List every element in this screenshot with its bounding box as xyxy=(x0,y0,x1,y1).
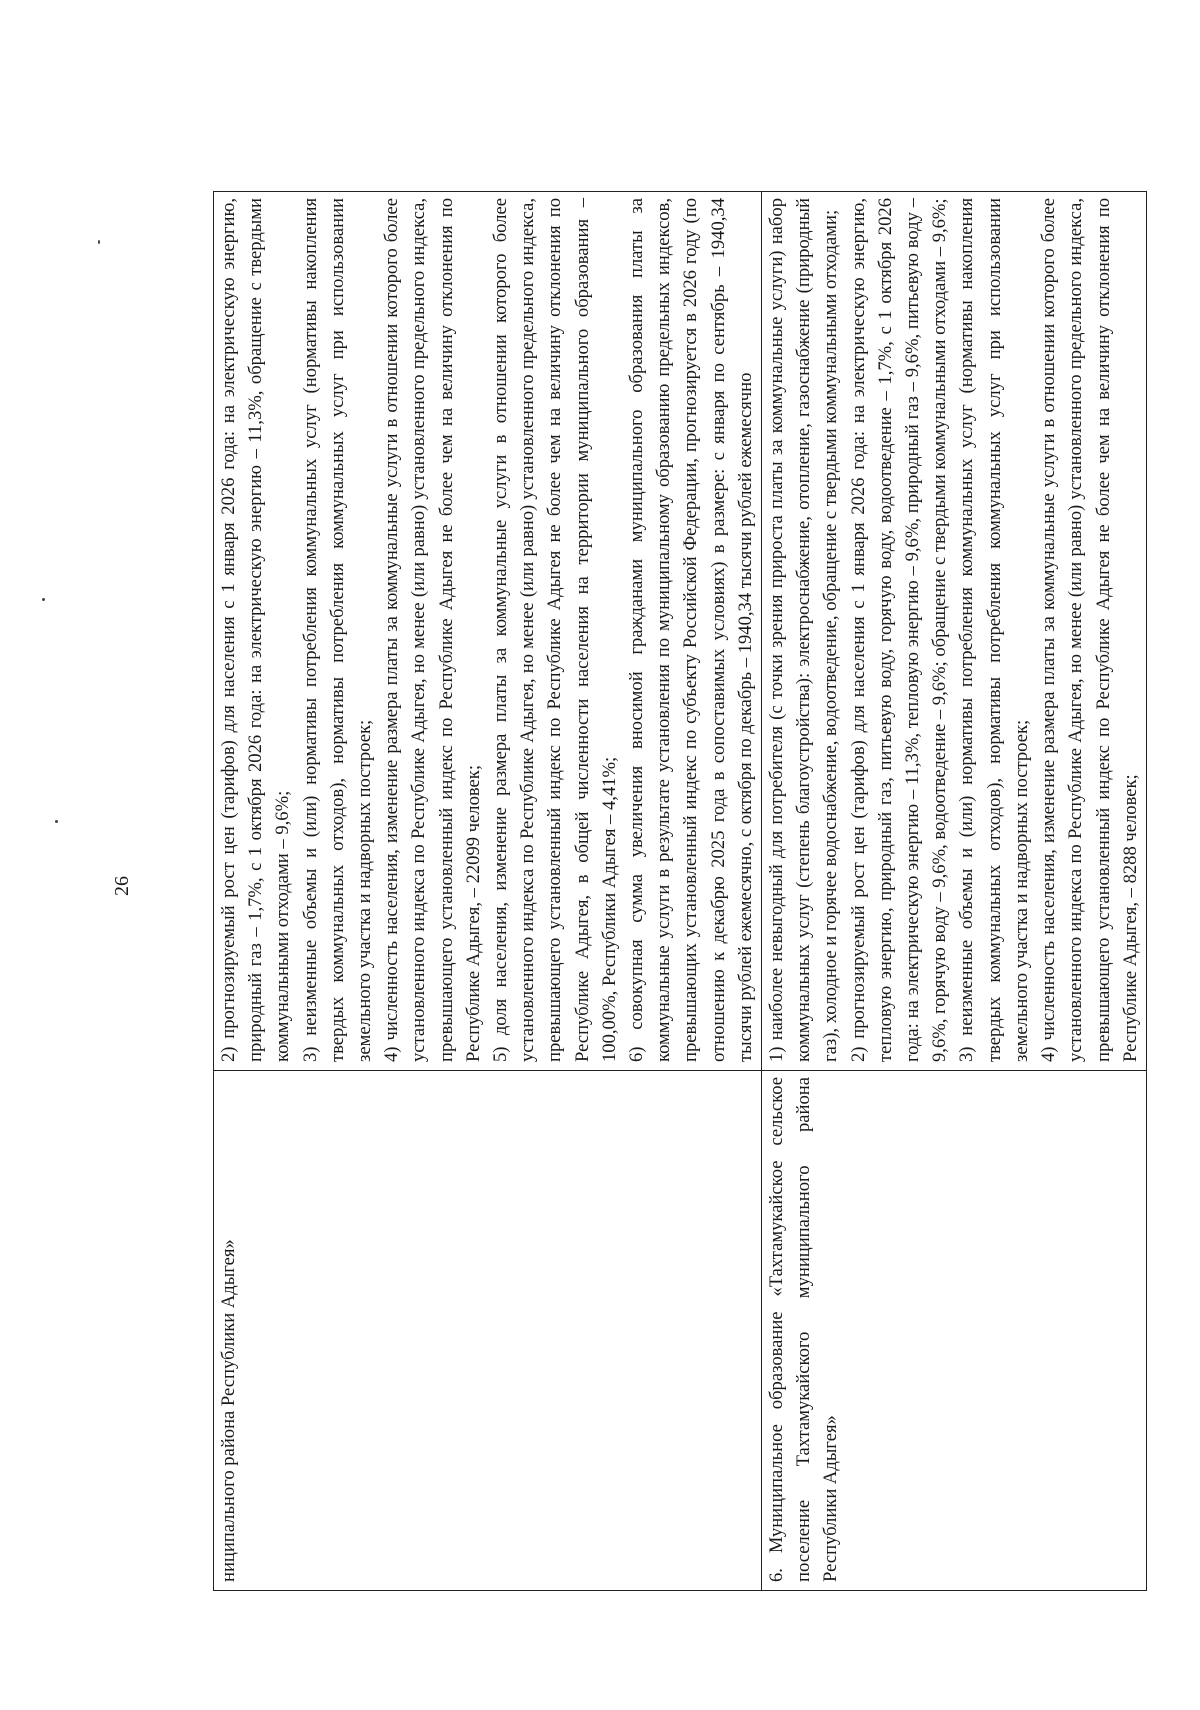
document-table xyxy=(213,191,1147,1591)
scan-speck xyxy=(55,820,58,823)
list-item: 4) численность населения, изменение размера платы за коммунальные услуги в отношении которого более установленного индекса по Республике Адыгея, но менее (или равно) установленного предельного индекса, превышающего установленный индекс по Республике Адыгея не более чем на величину отклонения по Республике Адыгея, – 8288 человек; xyxy=(1038,198,1141,1062)
details-cell xyxy=(762,192,1147,1071)
rotated-page xyxy=(95,151,1141,1621)
list-item: 2) прогнозируемый рост цен (тарифов) для населения с 1 января 2026 года: на электрическую энергию, тепловую энергию, природный газ, питьевую воду, горячую воду, водоотведение – 1,7%, с 1 октября 2026 года: на электрическую энергию – 11,3%, тепловую энергию – 9,6%, природный газ – 9,6%, питьевую воду – 9,6%, горячую воду – 9,6%, водоотведение – 9,6%; обращение с твердыми коммунальными отходами – 9,6%; xyxy=(847,198,951,1062)
table-row xyxy=(214,192,762,1591)
list-item: 6) совокупная сумма увеличения вносимой гражданами муниципального образования платы за коммунальные услуги в результате установления по муниципальному образованию предельных индексов, превышающих установленный индекс по субъекту Российской Федерации, прогнозируется в 2026 году (по отношению к декабрю 2025 года в сопоставимых условиях) в размере: с января по сентябрь – 1940,34 тысячи рублей ежемесячно, с октября по декабрь – 1940,34 тысячи рублей ежемесячно xyxy=(626,198,756,1062)
list-item: 4) численность населения, изменение размера платы за коммунальные услуги в отношении которого более установленного индекса по Республике Адыгея, но менее (или равно) установленного предельного индекса, превышающего установленный индекс по Республике Адыгея не более чем на величину отклонения по Республике Адыгея, – 22099 человек; xyxy=(381,198,484,1062)
list-item: 1) наиболее невыгодный для потребителя (с точки зрения прироста платы за коммунальные услуги) набор коммунальных услуг (степень благоустройства): электроснабжение, отопление, газоснабжение (природный газ), холодное и горячее водоснабжение, водоотведение, обращение с твердыми коммунальными отходами; xyxy=(766,198,842,1062)
list-item: 3) неизменные объемы и (или) нормативы потребления коммунальных услуг (нормативы накопления твердых коммунальных отходов), нормативы потребления коммунальных услуг при использовании земельного участка и надворных построек; xyxy=(956,198,1032,1062)
details-cell xyxy=(214,192,762,1071)
table-row xyxy=(762,192,1147,1591)
list-item: 5) доля населения, изменение размера платы за коммунальные услуги в отношении которого более установленного индекса по Республике Адыгея, но менее (или равно) установленного предельного индекса, превышающего установленный индекс по Республике Адыгея не более чем на величину отклонения по Республике Адыгея, в общей численности населения на территории муниципального образования – 100,00%, Республики Адыгея – 4,41%; xyxy=(490,198,620,1062)
list-item: 2) прогнозируемый рост цен (тарифов) для населения с 1 января 2026 года: на электрическую энергию, природный газ – 1,7%, с 1 октября 2026 года: на электрическую энергию – 11,3%, обращение с твердыми коммунальными отходами – 9,6%; xyxy=(218,198,294,1062)
scan-speck xyxy=(42,598,45,601)
page-number: 26 xyxy=(111,876,133,896)
municipality-cell: ниципального района Республики Адыгея» xyxy=(214,1071,762,1591)
list-item: 3) неизменные объемы и (или) нормативы потребления коммунальных услуг (нормативы накопления твердых коммунальных отходов), нормативы потребления коммунальных услуг при использовании земельного участка и надворных построек; xyxy=(299,198,376,1062)
municipality-cell: 6. Муниципальное образование «Тахтамукайское сельское поселение Тахтамукайского муниципального района Республики Адыгея» xyxy=(762,1071,1147,1591)
